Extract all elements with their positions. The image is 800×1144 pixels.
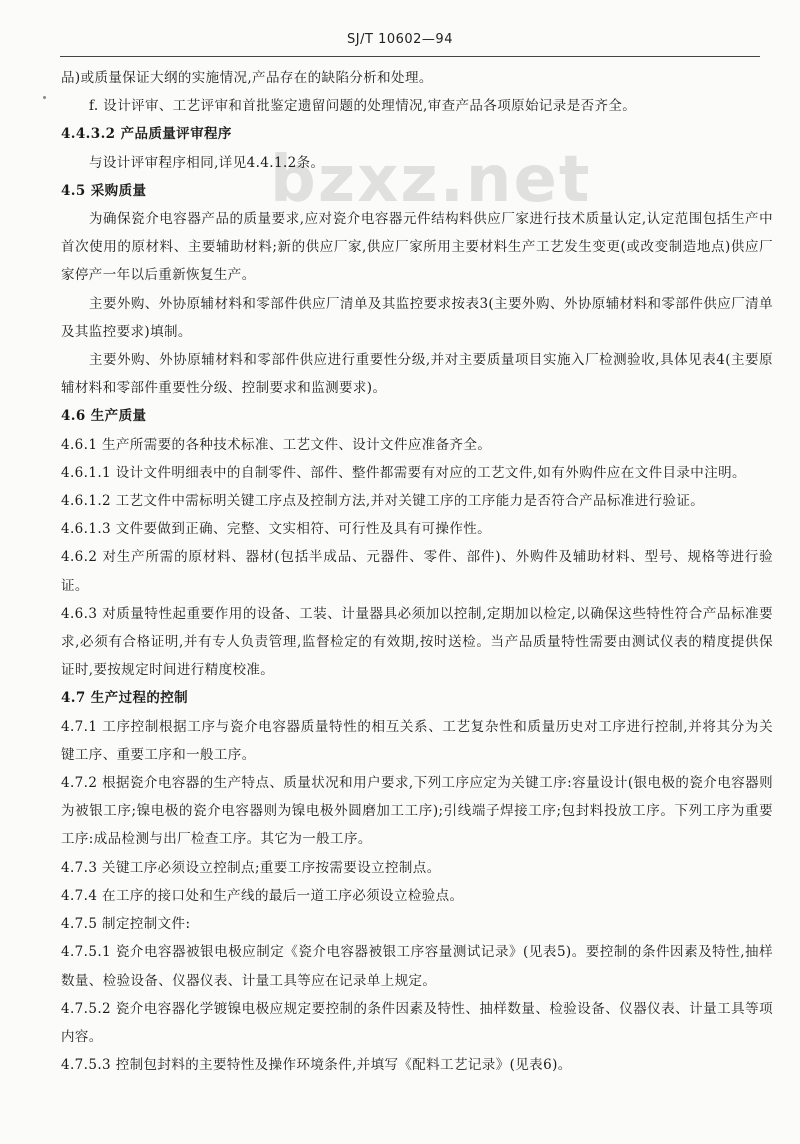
paragraph: 主要外购、外协原辅材料和零部件供应进行重要性分级,并对主要质量项目实施入厂检测验收,具体见表4(主要原辅材料和零部件重要性分级、控制要求和监测要求)。 (61, 352, 773, 397)
paragraph: f. 设计评审、工艺评审和首批鉴定遗留问题的处理情况,审查产品各项原始记录是否齐全。 (89, 98, 637, 115)
paragraph: 与设计评审程序相同,详见4.4.1.2条。 (89, 154, 325, 171)
section-heading: 4.4.3.2 产品质量评审程序 (61, 126, 232, 143)
clause: 4.6.3 对质量特性起重要作用的设备、工装、计量器具必须加以控制,定期加以检定,以确保这些特性符合产品标准要求,必须有合格证明,并有专人负责管理,监督检定的有效期,按时送检。当产品质量特性需要由测试仪表的精度提供保证时,要按规定时间进行精度校准。 (61, 605, 773, 679)
paragraph: 为确保瓷介电容器产品的质量要求,应对瓷介电容器元件结构料供应厂家进行技术质量认定,认定范围包括生产中首次使用的原材料、主要辅助材料;新的供应厂家,供应厂家所用主要材料生产工艺发生变更(或改变制造地点)供应厂家停产一年以后重新恢复生产。 (61, 211, 773, 284)
page-header: SJ/T 10602—94 (347, 32, 453, 47)
scan-speck (43, 96, 46, 99)
clause: 4.6.2 对生产所需的原材料、器材(包括半成品、元器件、零件、部件)、外购件及辅助材料、型号、规格等进行验证。 (61, 549, 773, 594)
header-rule (60, 56, 760, 57)
clause: 4.7.5.1 瓷介电容器被银电极应制定《瓷介电容器被银工序容量测试记录》(见表5)。要控制的条件因素及特性,抽样数量、检验设备、仪器仪表、计量工具等应在记录单上规定。 (61, 944, 773, 989)
clause: 4.7.5 制定控制文件: (61, 916, 191, 933)
clause: 4.7.1 工序控制根据工序与瓷介电容器质量特性的相互关系、工艺复杂性和质量历史对工序进行控制,并将其分为关键工序、重要工序和一般工序。 (61, 718, 773, 763)
section-heading: 4.6 生产质量 (61, 408, 147, 425)
clause: 4.6.1.2 工艺文件中需标明关键工序点及控制方法,并对关键工序的工序能力是否符合产品标准进行验证。 (61, 493, 705, 510)
section-heading: 4.5 采购质量 (61, 182, 147, 199)
clause: 4.7.4 在工序的接口处和生产线的最后一道工序必须设立检验点。 (61, 887, 464, 904)
clause: 4.6.1 生产所需要的各种技术标准、工艺文件、设计文件应准备齐全。 (61, 436, 492, 453)
section-heading: 4.7 生产过程的控制 (61, 690, 189, 707)
document-body (61, 64, 773, 1079)
clause: 4.7.2 根据瓷介电容器的生产特点、质量状况和用户要求,下列工序应定为关键工序:容量设计(银电极的瓷介电容器则为被银工序;镍电极的瓷介电容器则为镍电极外圆磨加工工序);引线端子焊接工序;包封料投放工序。下列工序为重要工序:成品检测与出厂检查工序。其它为一般工序。 (61, 775, 773, 848)
watermark: bzxz.net (270, 143, 592, 217)
clause: 4.6.1.1 设计文件明细表中的自制零件、部件、整件都需要有对应的工艺文件,如有外购件应在文件目录中注明。 (61, 464, 746, 481)
clause: 4.7.5.2 瓷介电容器化学镀镍电极应规定要控制的条件因素及特性、抽样数量、检验设备、仪器仪表、计量工具等项内容。 (61, 1000, 773, 1045)
clause: 4.7.3 关键工序必须设立控制点;重要工序按需要设立控制点。 (61, 859, 441, 876)
paragraph: 品)或质量保证大纲的实施情况,产品存在的缺陷分析和处理。 (61, 70, 433, 86)
clause: 4.7.5.3 控制包封料的主要特性及操作环境条件,并填写《配料工艺记录》(见表6)。 (61, 1057, 572, 1074)
clause: 4.6.1.3 文件要做到正确、完整、文实相符、可行性及具有可操作性。 (61, 521, 492, 538)
paragraph: 主要外购、外协原辅材料和零部件供应厂清单及其监控要求按表3(主要外购、外协原辅材料和零部件供应厂清单及其监控要求)填制。 (61, 295, 773, 340)
